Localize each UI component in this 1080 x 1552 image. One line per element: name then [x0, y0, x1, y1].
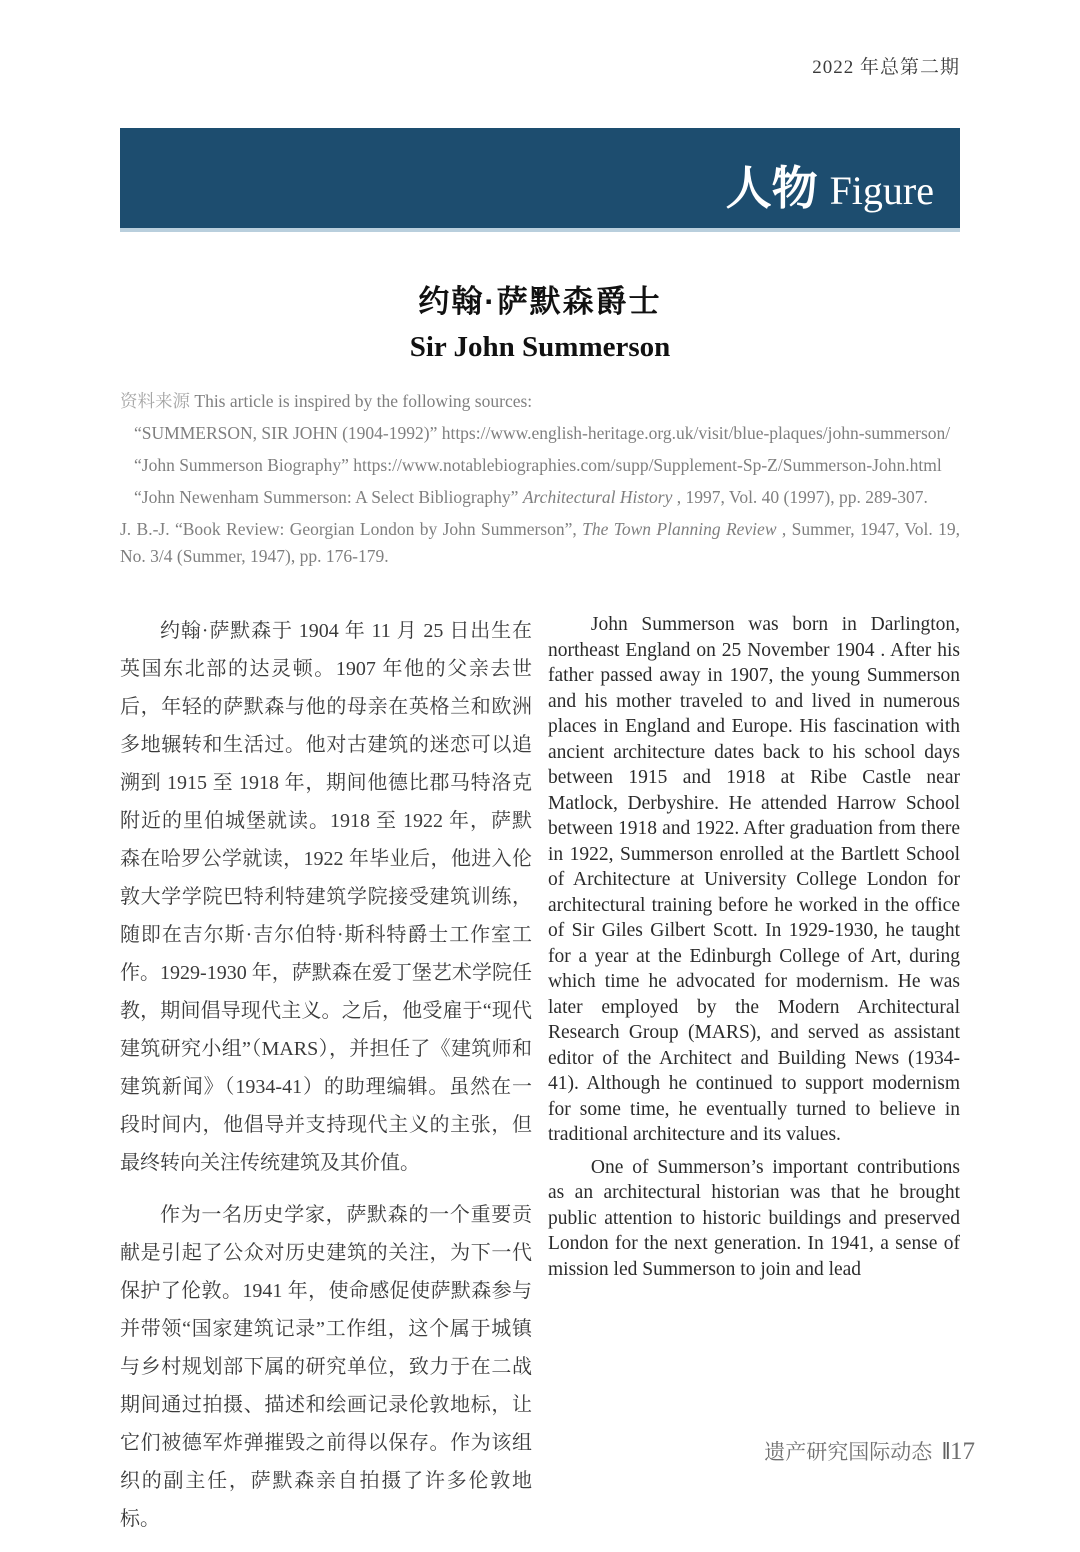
source-text: , 1997, Vol. 40 (1997), pp. 289-307.	[672, 487, 928, 507]
chinese-paragraph: 约翰·萨默森于 1904 年 11 月 25 日出生在英国东北部的达灵顿。1907 年他的父亲去世后，年轻的萨默森与他的母亲在英格兰和欧洲多地辗转和生活过。他对古建筑的迷恋可以追溯到 1915 至 1918 年，期间他德比郡马特洛克附近的里伯城堡就读。1918 至 1922 年，萨默森在哈罗公学就读，1922 年毕业后，他进入伦敦大学学院巴特利特建筑学院接受建筑训练，随即在吉尔斯·吉尔伯特·斯科特爵士工作室工作。1929-1930 年，萨默森在爱丁堡艺术学院任教，期间倡导现代主义。之后，他受雇于“现代建筑研究小组”（MARS），并担任了《建筑师和建筑新闻》（1934-41）的助理编辑。虽然在一段时间内，他倡导并支持现代主义的主张，但最终转向关注传统建筑及其价值。	[120, 620, 532, 1174]
sources-intro	[120, 388, 960, 415]
source-text: J. B.-J. “Book Review: Georgian London by John Summerson”,	[120, 519, 583, 539]
source-list	[120, 420, 960, 570]
source-item	[120, 452, 960, 479]
sources-label-english: This article is inspired by the following sources:	[194, 391, 533, 411]
banner-title-chinese: 人物	[725, 162, 818, 214]
source-text: “John Newenham Summerson: A Select Bibliography”	[134, 487, 523, 507]
article-body-columns	[120, 612, 960, 1552]
source-text: “John Summerson Biography” https://www.notablebiographies.com/supp/Supplement-Sp-Z/Summerson-John.html	[134, 455, 942, 475]
source-item	[120, 516, 960, 570]
article-title-english: Sir John Summerson	[409, 331, 671, 363]
page-content	[120, 0, 960, 1552]
english-column	[548, 612, 960, 1552]
source-publication-name: The Town Planning Review	[582, 519, 777, 539]
source-text: , Summer, 1947, Vol. 19, No. 3/4 (Summer, 1947), pp. 176-179.	[120, 519, 961, 566]
source-item	[120, 484, 960, 511]
issue-label: 2022 年总第二期	[812, 57, 960, 78]
footer-page-number: 17	[950, 1438, 975, 1465]
english-paragraph: One of Summerson’s important contributions as an architectural historian was that he brought public attention to historic buildings and preserved London for the next generation. In 1941, a sense of mission led Summerson to join and lead	[548, 1156, 960, 1280]
source-item	[120, 420, 960, 447]
chinese-column	[120, 612, 532, 1552]
article-title-chinese: 约翰·萨默森爵士	[418, 284, 662, 319]
footer-journal-label: 遗产研究国际动态	[764, 1440, 933, 1464]
source-text: “SUMMERSON, SIR JOHN (1904-1992)” https://www.english-heritage.org.uk/visit/blue-plaques/john-summerson/	[134, 423, 951, 443]
section-banner	[120, 128, 960, 232]
sources-section	[120, 388, 960, 570]
footer-separator: ‖	[942, 1439, 950, 1465]
page-footer	[764, 1436, 975, 1466]
source-publication-name: Architectural History	[522, 487, 673, 507]
banner-title-english: Figure	[829, 168, 934, 213]
sources-label-chinese: 资料来源	[120, 391, 190, 411]
english-paragraph: John Summerson was born in Darlington, northeast England on 25 November 1904 . After his father passed away in 1907, the young Summerson and his mother traveled to and lived in numerous places in England and Europe. His fascination with ancient architecture dates back to his school days between 1915 and 1918 at Ribe Castle near Matlock, Derbyshire. He attended Harrow School between 1918 and 1922. After graduation from there in 1922, Summerson enrolled at the Bartlett School of Architecture at University College London for architectural training before he worked in the office of Sir Giles Gilbert Scott. In 1929-1930, he taught for a year at the Edinburgh College of Art, during which time he advocated for modernism. He was later employed by the Modern Architectural Research Group (MARS), and served as assistant editor of the Architect and Building News (1934-41). Although he continued to support modernism for some time, he eventually turned to believe in traditional architecture and its values.	[548, 614, 960, 1145]
section-banner-title	[726, 138, 934, 218]
chinese-paragraph: 作为一名历史学家，萨默森的一个重要贡献是引起了公众对历史建筑的关注，为下一代保护了伦敦。1941 年，使命感促使萨默森参与并带领“国家建筑记录”工作组，这个属于城镇与乡村规划部下属的研究单位，致力于在二战期间通过拍摄、描述和绘画记录伦敦地标，让它们被德军炸弹摧毁之前得以保存。作为该组织的副主任，萨默森亲自拍摄了许多伦敦地标。	[120, 1204, 532, 1530]
